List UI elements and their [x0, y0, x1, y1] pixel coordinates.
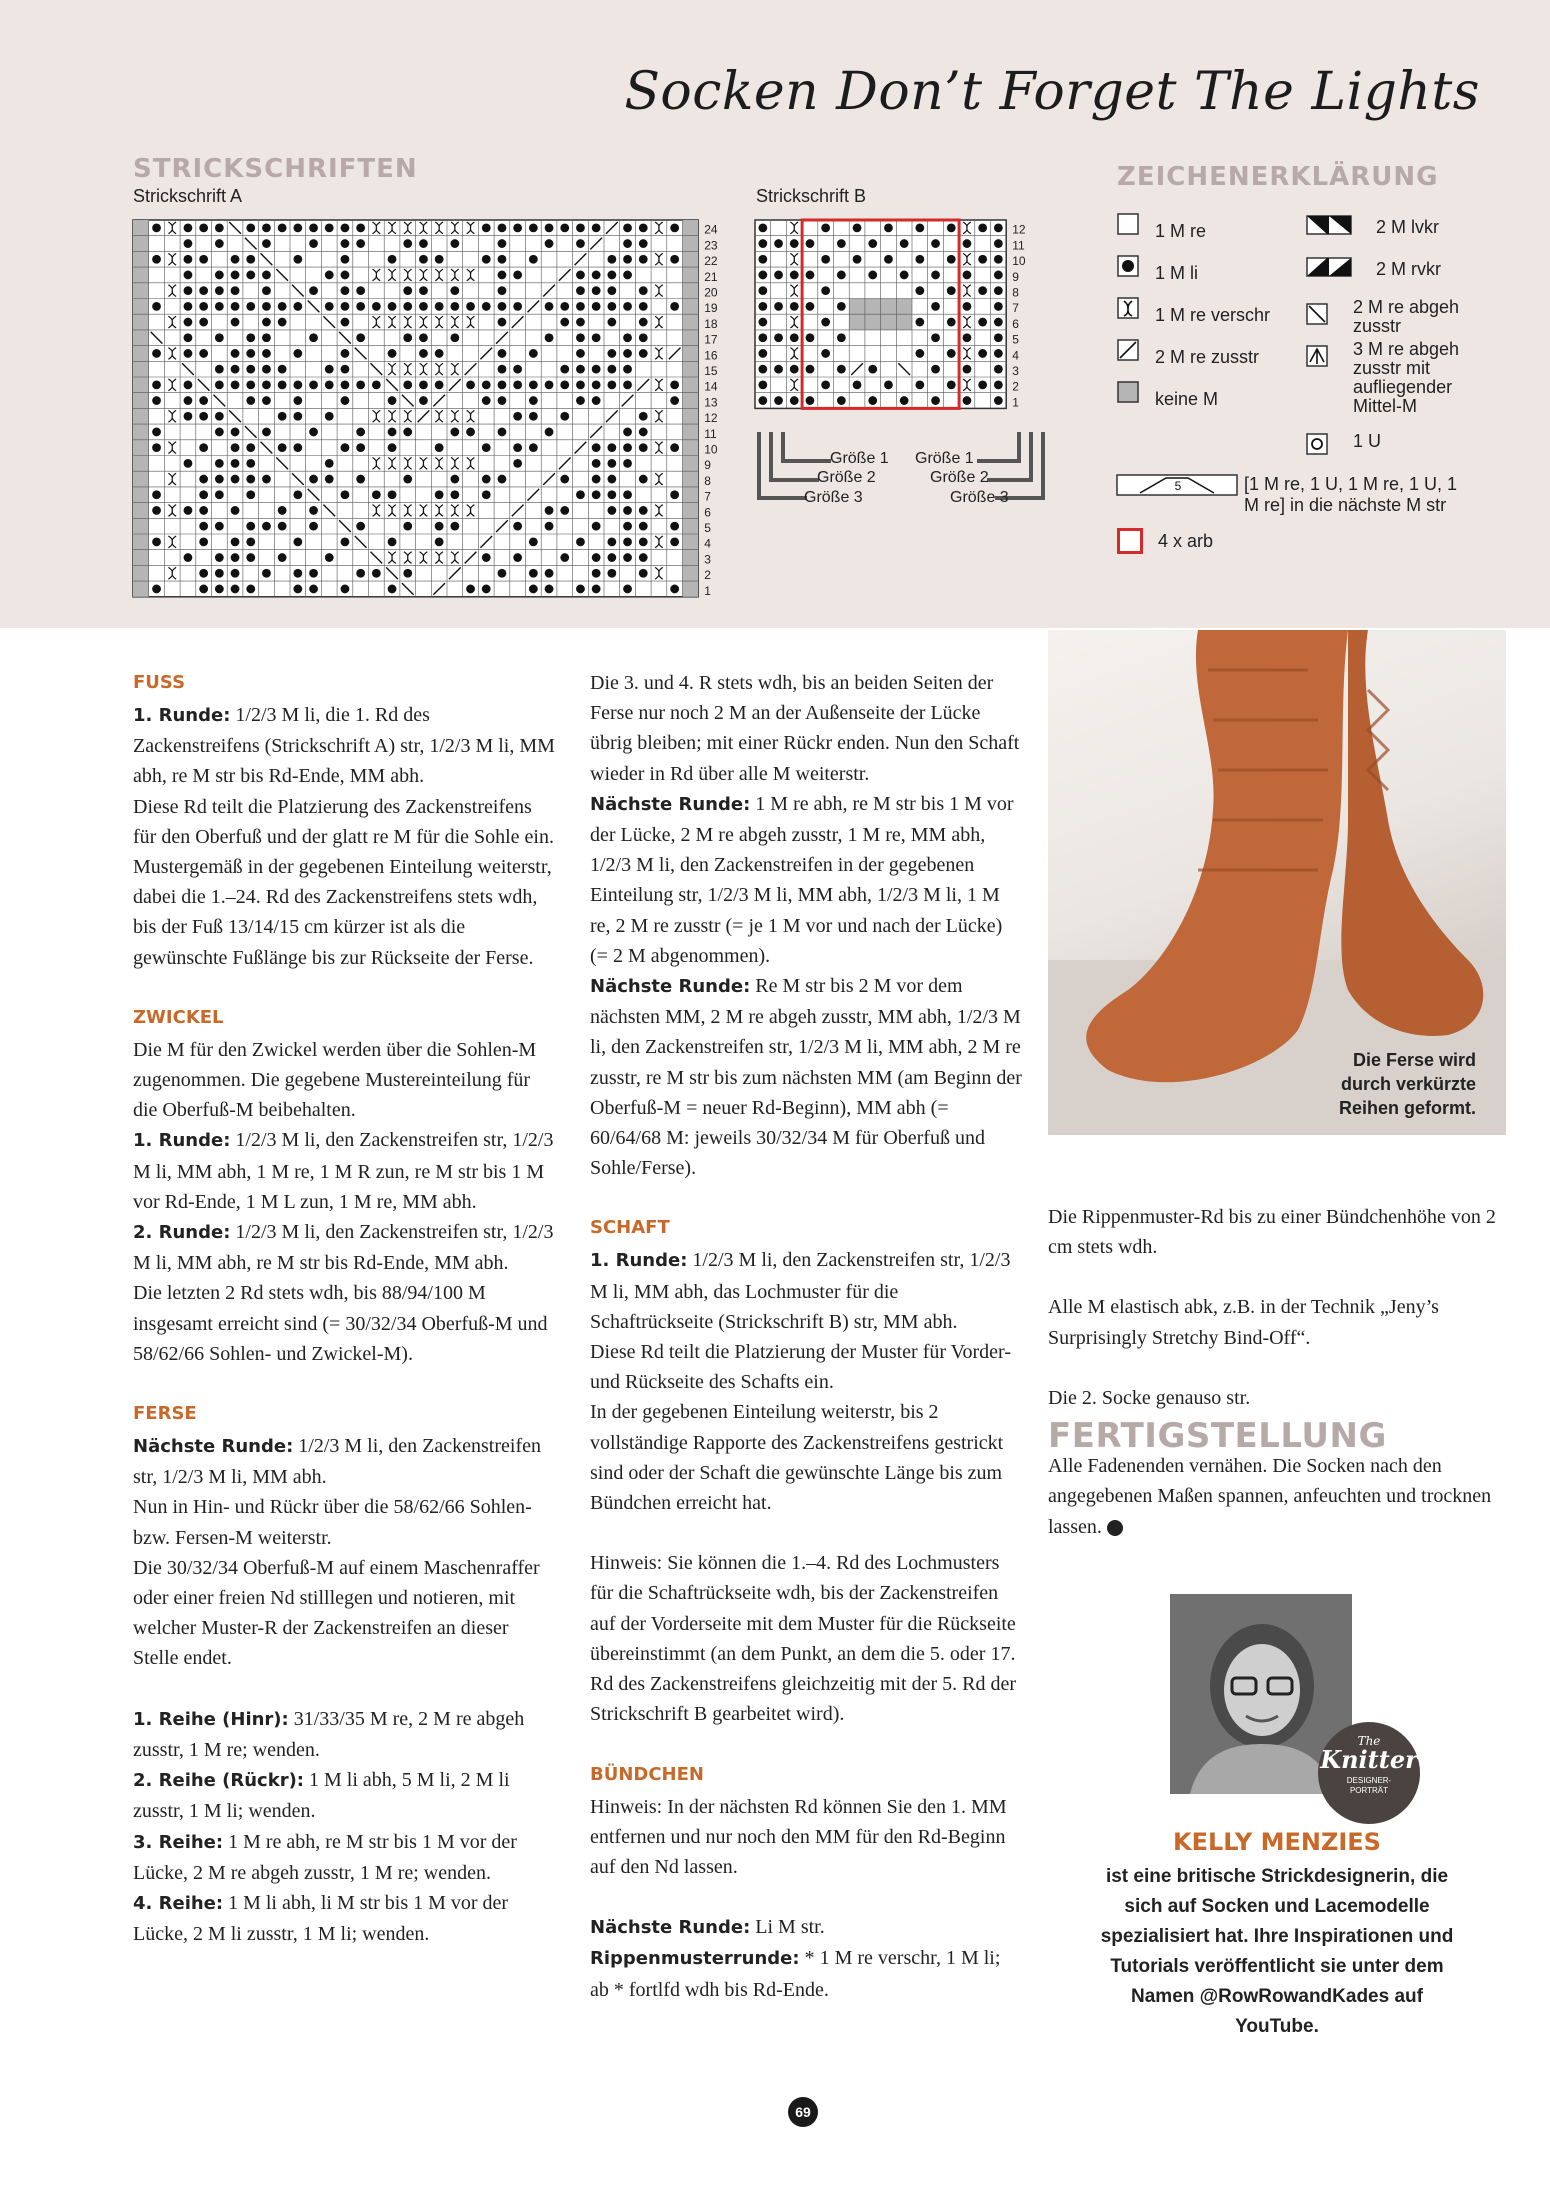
designer-name: KELLY MENZIES [1173, 1828, 1381, 1856]
legend-label-sk2p: 3 M re abgeh zusstr mit aufliegender Mittel-M [1353, 339, 1460, 416]
paragraph: 1/2/3 M li, die 1. Rd des Zackenstreifens (Strickschrift A) str, 1/2/3 M li, MM abh, re M str bis Rd-Ende, MM abh. [133, 704, 555, 788]
paragraph: Diese Rd teilt die Platzierung des Zackenstreifens für den Oberfuß und der glatt re M für die Sohle ein. [133, 795, 554, 848]
page-title: Socken Don’t Forget The Lights [624, 62, 1480, 122]
sock-photo [1048, 630, 1506, 1135]
paragraph: Mustergemäß in der gegebenen Einteilung weiterstr, dabei die 1.–24. Rd des Zackenstreifens stets wdh, bis der Fuß 13/14/15 cm kürzer ist als die gewünschte Fußlänge bis zur Rückseite der Ferse. [133, 856, 552, 969]
svg-text:4: 4 [1012, 348, 1019, 363]
legend-label-yarn-over: 1 U [1353, 431, 1382, 451]
paragraph: 1 M re abh, re M str bis 1 M vor der Lücke, 2 M re abgeh zusstr, 1 M re, MM abh, 1/2/3 M li, den Zackenstreifen in der gegebenen Einteilung str, 1/2/3 M li, MM abh, 1/2/3 M li, 1 M re, 2 M re zusstr (= je 1 M vor und nach der Lücke) (= 2 M abgenommen). [590, 792, 1014, 967]
legend-label-ssk: 2 M re abgeh zusstr [1353, 297, 1460, 336]
section-heading-fuss: FUSS [133, 672, 186, 693]
svg-text:10: 10 [704, 442, 718, 457]
size-label-right-1: Größe 1 [915, 450, 974, 467]
svg-text:18: 18 [704, 316, 718, 331]
svg-text:2: 2 [1012, 379, 1019, 394]
paragraph: Die M für den Zwickel werden über die Sohlen-M zugenommen. Die gegebene Mustereinteilung für die Oberfuß-M beibehalten. [133, 1038, 537, 1122]
row-label: 2. Reihe (Rückr): [133, 1770, 304, 1792]
svg-text:14: 14 [704, 379, 718, 394]
size-label-left-2: Größe 2 [817, 469, 876, 486]
size-label-left-1: Größe 1 [830, 450, 889, 467]
section-heading-buendchen: BÜNDCHEN [590, 1763, 704, 1785]
paragraph: Die 2. Socke genauso str. [1048, 1386, 1251, 1409]
svg-text:19: 19 [704, 301, 718, 316]
svg-text:8: 8 [704, 473, 711, 488]
size-label-right-3: Größe 3 [950, 489, 1009, 506]
paragraph: 1 M li abh, li M str bis 1 M vor der Lücke, 2 M li zusstr, 1 M li; wenden. [133, 1891, 509, 1946]
svg-text:3: 3 [1012, 364, 1019, 378]
legend-label-knit: 1 M re [1155, 221, 1207, 241]
paragraph: 1/2/3 M li, den Zackenstreifen str, 1/2/3 M li, MM abh, re M str bis Rd-Ende, MM abh. [133, 1221, 554, 1275]
charts-heading: STRICKSCHRIFTEN [133, 154, 418, 184]
paragraph: 1/2/3 M li, den Zackenstreifen str, 1/2/3 M li, MM abh. [133, 1435, 541, 1489]
paragraph: Die Rippenmuster-Rd bis zu einer Bündchenhöhe von 2 cm stets wdh. [1048, 1206, 1496, 1259]
paragraph: Alle M elastisch abk, z.B. in der Technik „Jeny’s Surprisingly Stretchy Bind-Off“. [1048, 1296, 1439, 1349]
svg-text:2: 2 [704, 568, 711, 583]
column-3 [1048, 1202, 1508, 1542]
chart-a-label: Strickschrift A [133, 186, 243, 206]
svg-text:6: 6 [1012, 316, 1019, 331]
paragraph: Die 3. und 4. R stets wdh, bis an beiden Seiten der Ferse nur noch 2 M an der Außenseite der Lücke übrig bleiben; mit einer Rückr enden. Nun den Schaft wieder in Rd über alle M weiterstr. [590, 672, 1020, 785]
svg-text:5: 5 [1174, 479, 1182, 493]
section-heading-ferse: FERSE [133, 1403, 197, 1425]
size-brackets [755, 428, 1075, 510]
row-label: 4. Reihe: [133, 1892, 224, 1914]
svg-text:5: 5 [1012, 332, 1019, 347]
svg-text:16: 16 [704, 348, 718, 363]
row-label: Nächste Runde: [133, 1436, 294, 1458]
designer-bio: ist eine britische Strickdesignerin, die sich auf Socken und Lacemodelle spezialisiert hat. Ihre Inspirationen und Tutorials veröffentlicht sie unter dem Namen @RowRowandKades auf YouTube. [1100, 1866, 1454, 2037]
paragraph: Hinweis: In der nächsten Rd können Sie den 1. MM entfernen und nur noch den MM für den Rd-Beginn auf den Nd lassen. [590, 1795, 1007, 1878]
paragraph: Re M str bis 2 M vor dem nächsten MM, 2 M re abgeh zusstr, MM abh, 1/2/3 M li, den Zackenstreifen str, 1/2/3 M li, MM abh, 2 M re zusstr, re M str bis zum nächsten MM (am Beginn der Oberfuß-M = neuer Rd-Beginn), MM abh (= 60/64/68 M: jeweils 30/32/34 M für Oberfuß und Sohle/Ferse). [590, 975, 1022, 1180]
legend-label-purl: 1 M li [1155, 263, 1199, 283]
row-label: Rippenmusterrunde: [590, 1948, 800, 1970]
svg-text:24: 24 [704, 222, 718, 237]
svg-text:9: 9 [1012, 269, 1019, 284]
photo-caption: Die Ferse wird durch verkürzte Reihen geformt. [1338, 1050, 1476, 1118]
svg-text:9: 9 [704, 458, 711, 473]
svg-text:23: 23 [704, 238, 718, 253]
knit-square-icon [1118, 214, 1138, 234]
legend-label-no-stitch: keine M [1155, 389, 1219, 409]
svg-text:15: 15 [704, 364, 718, 378]
legend-label-increase: [1 M re, 1 U, 1 M re, 1 U, 1 M re] in die nächste M str [1244, 474, 1458, 515]
paragraph: In der gegebenen Einteilung weiterstr, bis 2 vollständige Rapporte des Zackenstreifens gestrickt sind oder der Schaft die gewünschte Länge bis zum Bündchen erreicht hat. [590, 1401, 1004, 1515]
row-label: 1. Runde: [133, 1130, 231, 1152]
svg-text:4: 4 [704, 536, 711, 551]
svg-text:5: 5 [704, 521, 711, 535]
the-knitter-badge [1318, 1722, 1420, 1824]
svg-text:10: 10 [1012, 254, 1026, 269]
section-heading-fertigstellung: FERTIGSTELLUNG [1048, 1416, 1387, 1457]
legend-label-left-cross: 2 M lvkr [1376, 217, 1439, 237]
badge-main-text: Knitter [1320, 1745, 1418, 1774]
paragraph: Hinweis: Sie können die 1.–4. Rd des Lochmusters für die Schaftrückseite wdh, bis der Zackenstreifen auf der Vorderseite mit dem Muster für die Rückseite übereinstimmt (an dem Punkt, an dem die 5. oder 17. Rd des Zackenstreifens gleichzeitig mit der 5. Rd der Strickschrift B gearbeitet wird). [590, 1552, 1016, 1726]
legend-heading: ZEICHENERKLÄRUNG [1117, 162, 1439, 192]
svg-text:17: 17 [704, 332, 718, 347]
row-label: Nächste Runde: [590, 1917, 751, 1939]
paragraph: Li M str. [755, 1916, 825, 1939]
paragraph: Die 30/32/34 Oberfuß-M auf einem Maschenraffer oder einer freien Nd stilllegen und notieren, mit welcher Muster-R der Zackenstreifen an dieser Stelle endet. [133, 1556, 540, 1670]
paragraph: Nun in Hin- und Rückr über die 58/62/66 Sohlen- bzw. Fersen-M weiterstr. [133, 1496, 532, 1549]
legend-label-k2tog: 2 M re zusstr [1155, 347, 1260, 367]
legend-label-right-cross: 2 M rvkr [1376, 259, 1441, 279]
legend-label-repeat: 4 x arb [1158, 531, 1214, 551]
svg-text:21: 21 [704, 269, 718, 284]
paragraph: 31/33/35 M re, 2 M re abgeh zusstr, 1 M re; wenden. [133, 1707, 525, 1761]
svg-text:1: 1 [1012, 395, 1019, 410]
svg-text:11: 11 [1012, 238, 1025, 253]
svg-text:20: 20 [704, 285, 718, 300]
paragraph: Alle Fadenenden vernähen. Die Socken nach den angegebenen Maßen spannen, anfeuchten und trocknen lassen. [1048, 1455, 1492, 1538]
paragraph: 1 M li abh, 5 M li, 2 M li zusstr, 1 M li; wenden. [133, 1769, 510, 1823]
size-label-left-3: Größe 3 [804, 489, 863, 506]
section-heading-zwickel: ZWICKEL [133, 1006, 224, 1028]
column-1 [133, 668, 558, 1949]
svg-text:1: 1 [704, 583, 711, 598]
row-label: 3. Reihe: [133, 1831, 224, 1853]
no-stitch-icon [1118, 382, 1138, 402]
row-label: Nächste Runde: [590, 793, 751, 815]
svg-text:3: 3 [704, 552, 711, 567]
svg-text:7: 7 [704, 489, 711, 504]
svg-text:8: 8 [1012, 285, 1019, 300]
paragraph: Die letzten 2 Rd stets wdh, bis 88/94/100 M insgesamt erreicht sind (= 30/32/34 Oberfuß-M und 58/62/66 Sohlen- und Zwickel-M). [133, 1282, 548, 1365]
paragraph: * 1 M re verschr, 1 M li; ab * fortlfd wdh bis Rd-Ende. [590, 1947, 1001, 2001]
legend-label-twisted: 1 M re verschr [1155, 305, 1271, 325]
chart-b-label: Strickschrift B [756, 186, 867, 206]
paragraph: 1 M re abh, re M str bis 1 M vor der Lücke, 2 M re abgeh zusstr, 1 M re; wenden. [133, 1830, 517, 1884]
svg-text:6: 6 [704, 505, 711, 520]
row-label: 1. Runde: [590, 1250, 688, 1272]
badge-top-text: The [1357, 1734, 1381, 1748]
paragraph: 1/2/3 M li, den Zackenstreifen str, 1/2/3 M li, MM abh, das Lochmuster für die Schaftrückseite (Strickschrift B) str, MM abh. [590, 1249, 1011, 1333]
svg-text:22: 22 [704, 254, 718, 269]
row-label: 2. Runde: [133, 1222, 231, 1244]
paragraph: Diese Rd teilt die Platzierung der Muster für Vorder- und Rückseite des Schafts ein. [590, 1341, 1011, 1394]
badge-sub-text: DESIGNER-PORTRÄT [1346, 1776, 1392, 1795]
end-mark-icon [1107, 1520, 1123, 1536]
svg-text:13: 13 [704, 395, 718, 410]
row-label: 1. Runde: [133, 705, 231, 726]
yarn-over-icon [1307, 434, 1327, 454]
page-number: 69 [788, 2097, 818, 2127]
size-label-right-2: Größe 2 [930, 469, 989, 486]
paragraph: 1/2/3 M li, den Zackenstreifen str, 1/2/3 M li, MM abh, 1 M re, 1 M R zun, re M str bis 1 M vor Rd-Ende, 1 M L zun, 1 M re, MM abh. [133, 1129, 554, 1213]
section-heading-schaft: SCHAFT [590, 1217, 670, 1239]
legend-left-icons [1116, 212, 1142, 412]
increase-symbol-icon [1116, 472, 1240, 498]
svg-text:7: 7 [1012, 301, 1019, 316]
row-label: 1. Reihe (Hinr): [133, 1708, 289, 1730]
knitting-chart-a [133, 220, 718, 602]
svg-text:12: 12 [704, 411, 718, 426]
svg-text:11: 11 [704, 426, 717, 441]
repeat-box-icon [1117, 528, 1143, 554]
row-label: Nächste Runde: [590, 976, 751, 998]
column-2 [590, 668, 1022, 2005]
svg-text:12: 12 [1012, 222, 1026, 237]
